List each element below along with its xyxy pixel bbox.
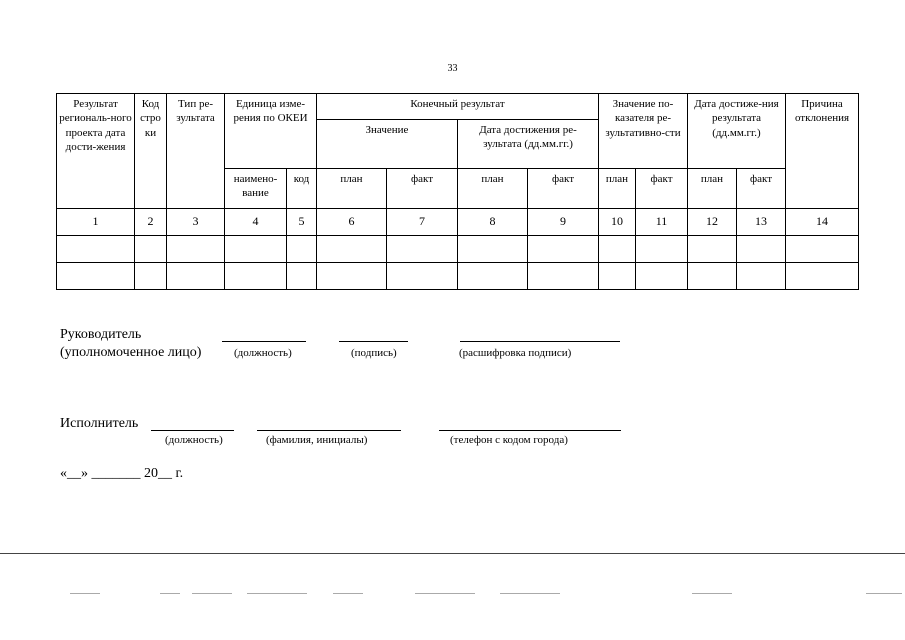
header-value: Значение [317,120,458,169]
page-bottom-rule [0,553,905,554]
executor-phone-caption: (телефон с кодом города) [450,434,568,446]
scan-artifact-line [866,593,902,594]
scan-artifact-line [333,593,363,594]
executor-label: Исполнитель [60,416,139,431]
column-number: 3 [167,209,225,236]
scan-artifact-line [500,593,560,594]
header-value-plan: план [317,169,387,209]
header-final-result: Конечный результат [317,94,599,120]
header-date-fact: факт [528,169,599,209]
head-decoding-caption: (расшифровка подписи) [459,347,572,359]
header-date-plan: план [458,169,528,209]
header-indicator-fact: факт [636,169,688,209]
column-number: 11 [636,209,688,236]
column-number: 12 [688,209,737,236]
column-number: 1 [57,209,135,236]
executor-name-caption: (фамилия, инициалы) [266,434,368,446]
header-unit: Единица изме-рения по ОКЕИ [225,94,317,169]
head-signature-caption: (подпись) [351,347,397,359]
column-number: 6 [317,209,387,236]
scan-artifact-line [160,593,180,594]
column-number: 2 [135,209,167,236]
header-result: Результат региональ-ного проекта дата дости-жения [57,94,135,209]
table-row [57,263,859,290]
scan-artifact-line [192,593,232,594]
header-result-date: Дата достиже-ния результата (дд.мм.гг.) [688,94,786,169]
head-position-line [222,341,306,342]
header-indicator-plan: план [599,169,636,209]
report-table [56,93,859,290]
executor-position-line [151,430,234,431]
header-result-date-fact: факт [737,169,786,209]
head-position-caption: (должность) [234,347,292,359]
header-unit-name: наимено-вание [225,169,287,209]
scan-artifact-line [692,593,732,594]
head-signature-line [339,341,408,342]
executor-phone-line [439,430,621,431]
column-number: 4 [225,209,287,236]
column-number: 14 [786,209,859,236]
executor-position-caption: (должность) [165,434,223,446]
column-number: 7 [387,209,458,236]
column-number: 10 [599,209,636,236]
head-decoding-line [460,341,620,342]
column-number: 5 [287,209,317,236]
head-sublabel: (уполномоченное лицо) [60,345,202,360]
column-number: 8 [458,209,528,236]
column-number: 9 [528,209,599,236]
header-final-date: Дата достижения ре-зультата (дд.мм.гг.) [458,120,599,169]
executor-name-line [257,430,401,431]
header-indicator-value: Значение по-казателя ре-зультативно-сти [599,94,688,169]
page-number: 33 [447,63,458,74]
header-deviation-reason: Причина отклонения [786,94,859,209]
date-line: «__» _______ 20__ г. [60,466,184,481]
scan-artifact-line [247,593,307,594]
scan-artifact-line [70,593,100,594]
column-number: 13 [737,209,786,236]
header-value-fact: факт [387,169,458,209]
header-row-code: Код стро ки [135,94,167,209]
head-label: Руководитель [60,327,142,342]
scan-artifact-line [415,593,475,594]
column-number-row [57,209,859,236]
header-unit-code: код [287,169,317,209]
header-result-type: Тип ре-зультата [167,94,225,209]
table-row [57,236,859,263]
header-result-date-plan: план [688,169,737,209]
